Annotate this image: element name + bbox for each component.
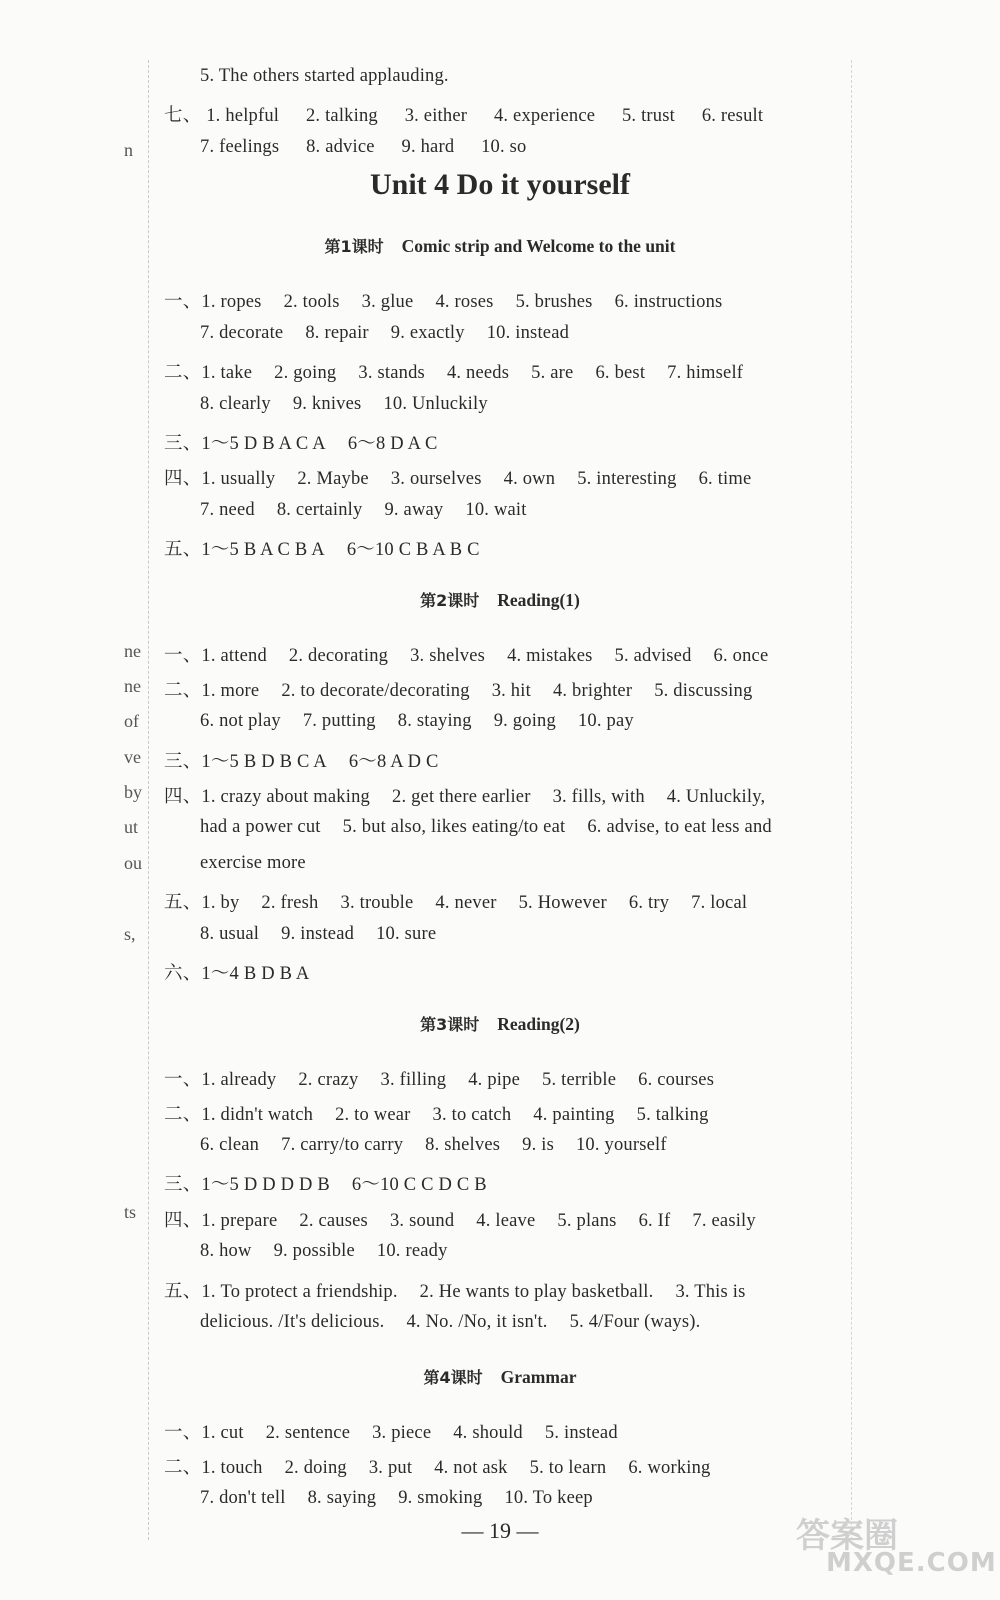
answer-item: 6. best xyxy=(595,363,646,383)
answer-item: 1. take xyxy=(201,363,253,383)
answer-item: 6. courses xyxy=(638,1070,715,1090)
margin-fragment: ve xyxy=(124,747,141,767)
answer-item: 1～5 B A C B A xyxy=(201,540,325,560)
answer-item: 5. but also, likes eating/to eat xyxy=(342,817,566,837)
section-label: 四、 xyxy=(164,469,202,489)
lesson-name: Comic strip and Welcome to the unit xyxy=(401,236,676,256)
answer-item: 3. ourselves xyxy=(390,469,482,489)
section-label: 二、 xyxy=(164,1105,202,1125)
answer-line xyxy=(164,676,774,702)
answer-item: 4. Unluckily, xyxy=(666,787,766,807)
answer-line xyxy=(164,641,790,667)
left-margin-guide xyxy=(148,60,149,1540)
answer-line xyxy=(200,817,794,838)
answer-item: 6. instructions xyxy=(614,292,723,312)
answer-item: 1. didn't watch xyxy=(201,1105,314,1125)
answer-item: 5. talking xyxy=(636,1105,709,1125)
answer-line xyxy=(200,1241,470,1262)
answer-line xyxy=(200,853,328,874)
answer-line xyxy=(164,888,769,914)
answer-line xyxy=(164,535,502,561)
answer-item: 5. interesting xyxy=(577,469,677,489)
answer-item: 3. shelves xyxy=(410,646,486,666)
section-label: 六、 xyxy=(164,964,202,984)
answer-item: 3. filling xyxy=(380,1070,447,1090)
answer-item: 1. already xyxy=(201,1070,277,1090)
answer-item: 4. own xyxy=(503,469,556,489)
section-label: 三、 xyxy=(164,434,202,454)
answer-line xyxy=(164,782,787,808)
answer-item: 5. are xyxy=(531,363,574,383)
answer-item: 1. ropes xyxy=(201,292,262,312)
answer-item: 6. advise, to eat less and xyxy=(587,817,772,837)
answer-item: 8. repair xyxy=(305,323,369,343)
answer-item: 6. try xyxy=(628,893,670,913)
answer-item: 9. instead xyxy=(281,924,355,944)
lesson-name: Grammar xyxy=(500,1367,577,1387)
lesson-heading xyxy=(0,1012,1000,1035)
answer-line xyxy=(200,924,458,945)
answer-line xyxy=(164,1206,778,1232)
answer-item: 1. To protect a friendship. xyxy=(201,1282,398,1302)
answer-item: 5. discussing xyxy=(654,681,753,701)
answer-item: 2. going xyxy=(274,363,337,383)
lesson-tag: 第1课时 xyxy=(324,237,384,256)
answer-item: 8. how xyxy=(200,1241,252,1261)
margin-fragment: of xyxy=(124,711,139,731)
answer-line xyxy=(164,959,332,985)
answer-line xyxy=(200,500,549,521)
answer-line xyxy=(164,1418,640,1444)
answer-item: 4. mistakes xyxy=(507,646,593,666)
section-label: 一、 xyxy=(164,292,202,312)
lesson-tag: 第2课时 xyxy=(420,591,480,610)
answer-item: 4. No. /No, it isn't. xyxy=(406,1312,548,1332)
answer-item: 9. smoking xyxy=(398,1488,483,1508)
lesson-name: Reading(2) xyxy=(497,1014,580,1034)
answer-item: 4. not ask xyxy=(434,1458,508,1478)
answer-item: 6～8 D A C xyxy=(347,434,438,454)
answer-line xyxy=(164,1100,731,1126)
answer-item: 6. once xyxy=(713,646,769,666)
answer-line xyxy=(164,1277,768,1303)
margin-fragment: ts xyxy=(124,1202,137,1222)
answer-item: 8. advice xyxy=(306,137,375,157)
answer-item: 1. by xyxy=(201,893,240,913)
margin-fragment: ne xyxy=(124,676,141,696)
answer-item: 2. get there earlier xyxy=(392,787,531,807)
watermark-logo: 答案圈 xyxy=(796,1516,898,1556)
answer-item: 7. feelings xyxy=(200,137,280,157)
answer-line xyxy=(200,394,510,415)
margin-fragment: ou xyxy=(124,853,142,873)
answer-line xyxy=(200,1135,689,1156)
answer-item: 7. don't tell xyxy=(200,1488,286,1508)
lesson-tag: 第4课时 xyxy=(423,1368,483,1387)
answer-item: 2. talking xyxy=(305,106,378,126)
lesson-heading xyxy=(0,1365,1000,1388)
margin-fragment: ne xyxy=(124,641,141,661)
answer-item: 2. Maybe xyxy=(297,469,369,489)
answer-item: had a power cut xyxy=(200,817,321,837)
answer-item: 9. away xyxy=(384,500,444,520)
answer-item: 1. attend xyxy=(201,646,267,666)
unit-title: Unit 4 Do it yourself xyxy=(370,168,630,201)
answer-item: 4. experience xyxy=(493,106,596,126)
answer-item: 3. glue xyxy=(361,292,414,312)
answer-item: 2. sentence xyxy=(265,1423,351,1443)
answer-item: 3. put xyxy=(368,1458,413,1478)
section-label: 七、 xyxy=(164,106,202,126)
answer-item: 6. clean xyxy=(200,1135,260,1155)
answer-item: 2. fresh xyxy=(261,893,319,913)
answer-item: 7. local xyxy=(691,893,748,913)
answer-item: 6～10 C B A B C xyxy=(346,540,480,560)
answer-line xyxy=(200,1312,722,1333)
answer-item: 10. instead xyxy=(486,323,570,343)
answer-item: 1. crazy about making xyxy=(201,787,370,807)
section-label: 二、 xyxy=(164,363,202,383)
answer-item: 10. sure xyxy=(376,924,437,944)
answer-item: 10. yourself xyxy=(575,1135,667,1155)
answer-item: 4. never xyxy=(435,893,497,913)
margin-fragment: s, xyxy=(124,924,136,944)
answer-item: 2. to wear xyxy=(335,1105,411,1125)
section-label: 四、 xyxy=(164,787,202,807)
answer-item: 2. doing xyxy=(284,1458,347,1478)
margin-fragment: by xyxy=(124,782,142,802)
section-label: 三、 xyxy=(164,752,202,772)
answer-line xyxy=(164,429,460,455)
answer-item: 6. working xyxy=(628,1458,711,1478)
answer-item: 9. going xyxy=(493,711,556,731)
watermark-url: MXQE.COM xyxy=(826,1548,997,1578)
right-margin-guide xyxy=(851,60,852,1540)
answer-item: 3. trouble xyxy=(340,893,414,913)
answer-item: 6. time xyxy=(698,469,752,489)
answer-line xyxy=(164,1170,509,1196)
answer-item: 6. If xyxy=(638,1211,671,1231)
answer-item: 7. easily xyxy=(692,1211,756,1231)
answer-item: 2. to decorate/decorating xyxy=(281,681,470,701)
answer-item: 5. trust xyxy=(621,106,675,126)
answer-item: 3. hit xyxy=(491,681,531,701)
answer-item: 1. usually xyxy=(201,469,276,489)
answer-item: 1～5 D D D D B xyxy=(201,1175,330,1195)
answer-line xyxy=(164,1453,733,1479)
answer-item: 9. hard xyxy=(401,137,455,157)
answer-item: 8. clearly xyxy=(200,394,271,414)
answer-item: 6～10 C C D C B xyxy=(351,1175,487,1195)
section-label: 五、 xyxy=(164,540,202,560)
answer-item: 7. putting xyxy=(302,711,376,731)
answer-item: 1～5 B D B C A xyxy=(201,752,327,772)
answer-item: 3. stands xyxy=(358,363,425,383)
answer-item: 3. piece xyxy=(372,1423,432,1443)
answer-item: 9. is xyxy=(522,1135,554,1155)
answer-line xyxy=(164,464,773,490)
answer-item: 5. However xyxy=(518,893,607,913)
answer-item: 2. causes xyxy=(299,1211,368,1231)
answer-line: 5. The others started applauding. xyxy=(200,66,449,86)
section-label: 五、 xyxy=(164,893,202,913)
answer-item: 2. He wants to play basketball. xyxy=(419,1282,654,1302)
answer-item: 1. prepare xyxy=(201,1211,278,1231)
answer-item: 1～5 D B A C A xyxy=(201,434,326,454)
lesson-tag: 第3课时 xyxy=(420,1015,480,1034)
answer-item: 3. to catch xyxy=(432,1105,512,1125)
answer-item: 6. result xyxy=(701,106,764,126)
answer-item: 10. ready xyxy=(376,1241,448,1261)
answer-item: 3. either xyxy=(404,106,468,126)
answer-item: 1. cut xyxy=(201,1423,244,1443)
answer-item: 9. exactly xyxy=(390,323,465,343)
answer-item: 1. touch xyxy=(201,1458,263,1478)
answer-item: 10. so xyxy=(481,137,527,157)
answer-line xyxy=(164,1065,736,1091)
section-label: 五、 xyxy=(164,1282,202,1302)
answer-item: 7. carry/to carry xyxy=(281,1135,404,1155)
margin-fragment: n xyxy=(124,140,133,160)
answer-item: 2. tools xyxy=(283,292,340,312)
answer-item: 1. more xyxy=(201,681,260,701)
answer-item: 2. crazy xyxy=(298,1070,359,1090)
answer-line xyxy=(200,137,549,158)
answer-item: 3. fills, with xyxy=(552,787,645,807)
margin-fragment: ut xyxy=(124,817,139,837)
section-label: 四、 xyxy=(164,1211,202,1231)
answer-item: 4. roses xyxy=(435,292,494,312)
answer-line xyxy=(164,287,744,313)
lesson-heading xyxy=(0,234,1000,257)
section-label: 二、 xyxy=(164,681,202,701)
answer-item: 9. knives xyxy=(292,394,362,414)
answer-item: 3. sound xyxy=(389,1211,455,1231)
answer-item: 4. needs xyxy=(446,363,510,383)
answer-item: 5. to learn xyxy=(529,1458,607,1478)
answer-item: 4. painting xyxy=(533,1105,615,1125)
answer-item: 5. instead xyxy=(544,1423,618,1443)
answer-item: 8. usual xyxy=(200,924,260,944)
answer-item: 5. brushes xyxy=(515,292,593,312)
answer-item: 8. saying xyxy=(307,1488,377,1508)
answer-item: 4. pipe xyxy=(468,1070,520,1090)
answer-item: 10. wait xyxy=(465,500,527,520)
answer-item: 5. plans xyxy=(557,1211,617,1231)
section-label: 二、 xyxy=(164,1458,202,1478)
answer-line xyxy=(164,747,461,773)
answer-item: exercise more xyxy=(200,853,306,873)
answer-item: 3. This is xyxy=(675,1282,746,1302)
answer-line xyxy=(200,1488,615,1509)
answer-item: 5. advised xyxy=(614,646,692,666)
section-label: 三、 xyxy=(164,1175,202,1195)
answer-item: 1～4 B D B A xyxy=(201,964,310,984)
answer-item: 8. staying xyxy=(397,711,472,731)
answer-item: 7. himself xyxy=(667,363,744,383)
answer-item: 7. decorate xyxy=(200,323,284,343)
answer-item: 7. need xyxy=(200,500,255,520)
answer-item: 4. leave xyxy=(476,1211,536,1231)
answer-item: 8. shelves xyxy=(425,1135,501,1155)
answer-item: 9. possible xyxy=(273,1241,355,1261)
answer-item: 8. certainly xyxy=(276,500,363,520)
answer-line xyxy=(164,358,765,384)
lesson-heading xyxy=(0,588,1000,611)
answer-item: 2. decorating xyxy=(288,646,389,666)
answer-line xyxy=(200,323,591,344)
answer-item: 10. Unluckily xyxy=(383,394,488,414)
answer-item: 5. 4/Four (ways). xyxy=(569,1312,701,1332)
answer-item: 4. should xyxy=(453,1423,523,1443)
answer-item: 1. helpful xyxy=(206,106,280,126)
answer-line-sec7 xyxy=(164,101,785,127)
section-label: 一、 xyxy=(164,646,202,666)
section-label: 一、 xyxy=(164,1423,202,1443)
answer-line xyxy=(200,711,656,732)
answer-item: 5. terrible xyxy=(542,1070,617,1090)
lesson-name: Reading(1) xyxy=(497,590,580,610)
page-number: — 19 — xyxy=(461,1518,539,1543)
answer-item: 10. To keep xyxy=(504,1488,593,1508)
answer-item: delicious. /It's delicious. xyxy=(200,1312,385,1332)
answer-item: 10. pay xyxy=(577,711,634,731)
section-label: 一、 xyxy=(164,1070,202,1090)
answer-item: 4. brighter xyxy=(552,681,633,701)
answer-item: 6～8 A D C xyxy=(348,752,439,772)
answer-item: 6. not play xyxy=(200,711,281,731)
